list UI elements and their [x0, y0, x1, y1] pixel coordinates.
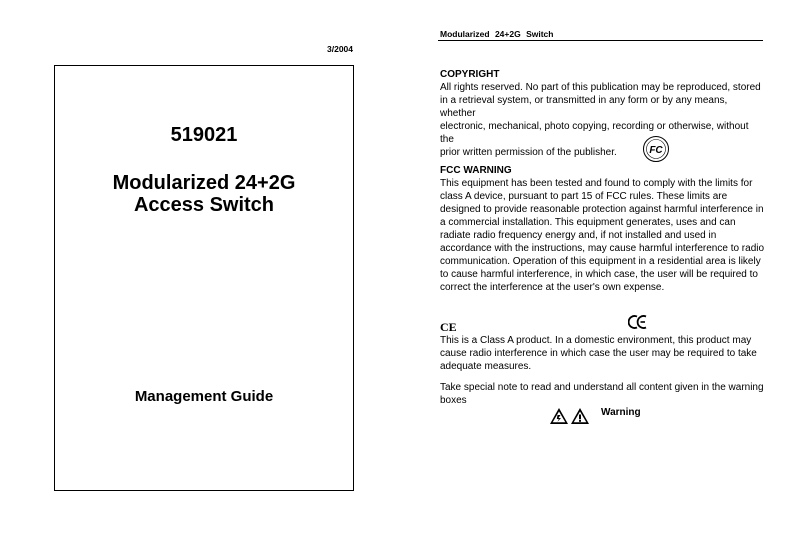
copyright-line: All rights reserved. No part of this publication may be reproduced, stored	[440, 82, 761, 93]
fcc-line: radiate radio frequency energy and, if not installed and used in	[440, 230, 717, 241]
ce-line: This is a Class A product. In a domestic environment, this product may	[440, 335, 752, 346]
copyright-heading: COPYRIGHT	[440, 69, 500, 80]
ce-section	[440, 334, 765, 373]
ce-heading: CE	[440, 320, 457, 334]
fcc-heading: FCC WARNING	[440, 165, 512, 176]
fcc-line: accordance with the instructions, may cause harmful interference to radio	[440, 243, 765, 254]
ce-line: cause radio interference in which case the user may be required to take	[440, 348, 757, 359]
fcc-line: to cause harmful interference, in which case, the user will be required to	[440, 269, 758, 280]
product-title-line1: Modularized 24+2G	[112, 172, 296, 194]
cover-frame	[54, 65, 354, 491]
cover-date: 3/2004	[327, 44, 353, 54]
note-line: Take special note to read and understand all content given in the warning	[440, 382, 764, 393]
guide-subtitle: Management Guide	[134, 388, 274, 405]
fcc-line: a commercial installation. This equipment generates, uses and can	[440, 217, 736, 228]
copyright-line: in a retrieval system, or transmitted in any form or by any means, whether	[440, 95, 728, 119]
ce-mark-icon	[628, 313, 648, 331]
running-header: Modularized 24+2G Switch	[440, 29, 554, 39]
ce-line: adequate measures.	[440, 361, 532, 372]
note-line: boxes	[440, 395, 467, 406]
fcc-line: designed to provide reasonable protection against harmful interference in	[440, 204, 764, 215]
header-rule	[438, 40, 763, 41]
warning-label: Warning	[601, 407, 641, 418]
copyright-line: electronic, mechanical, photo copying, recording or otherwise, without the	[440, 121, 749, 145]
model-number: 519021	[170, 124, 238, 146]
fcc-line: communication. Operation of this equipment in a residential area is likely	[440, 256, 761, 267]
fcc-line: This equipment has been tested and found to comply with the limits for	[440, 178, 753, 189]
note-section	[440, 381, 765, 407]
warning-exclamation-icon	[570, 407, 590, 425]
product-title-line2: Access Switch	[133, 194, 275, 216]
fcc-section	[440, 164, 765, 294]
fcc-logo-icon	[642, 135, 670, 163]
copyright-line: prior written permission of the publisher.	[440, 147, 617, 158]
fcc-line: class A device, pursuant to part 15 of FCC rules. These limits are	[440, 191, 728, 202]
warning-triangle-icon	[549, 407, 569, 425]
svg-text:FC: FC	[649, 145, 663, 156]
copyright-section	[440, 68, 765, 159]
fcc-line: correct the interference at the user's own expense.	[440, 282, 665, 293]
